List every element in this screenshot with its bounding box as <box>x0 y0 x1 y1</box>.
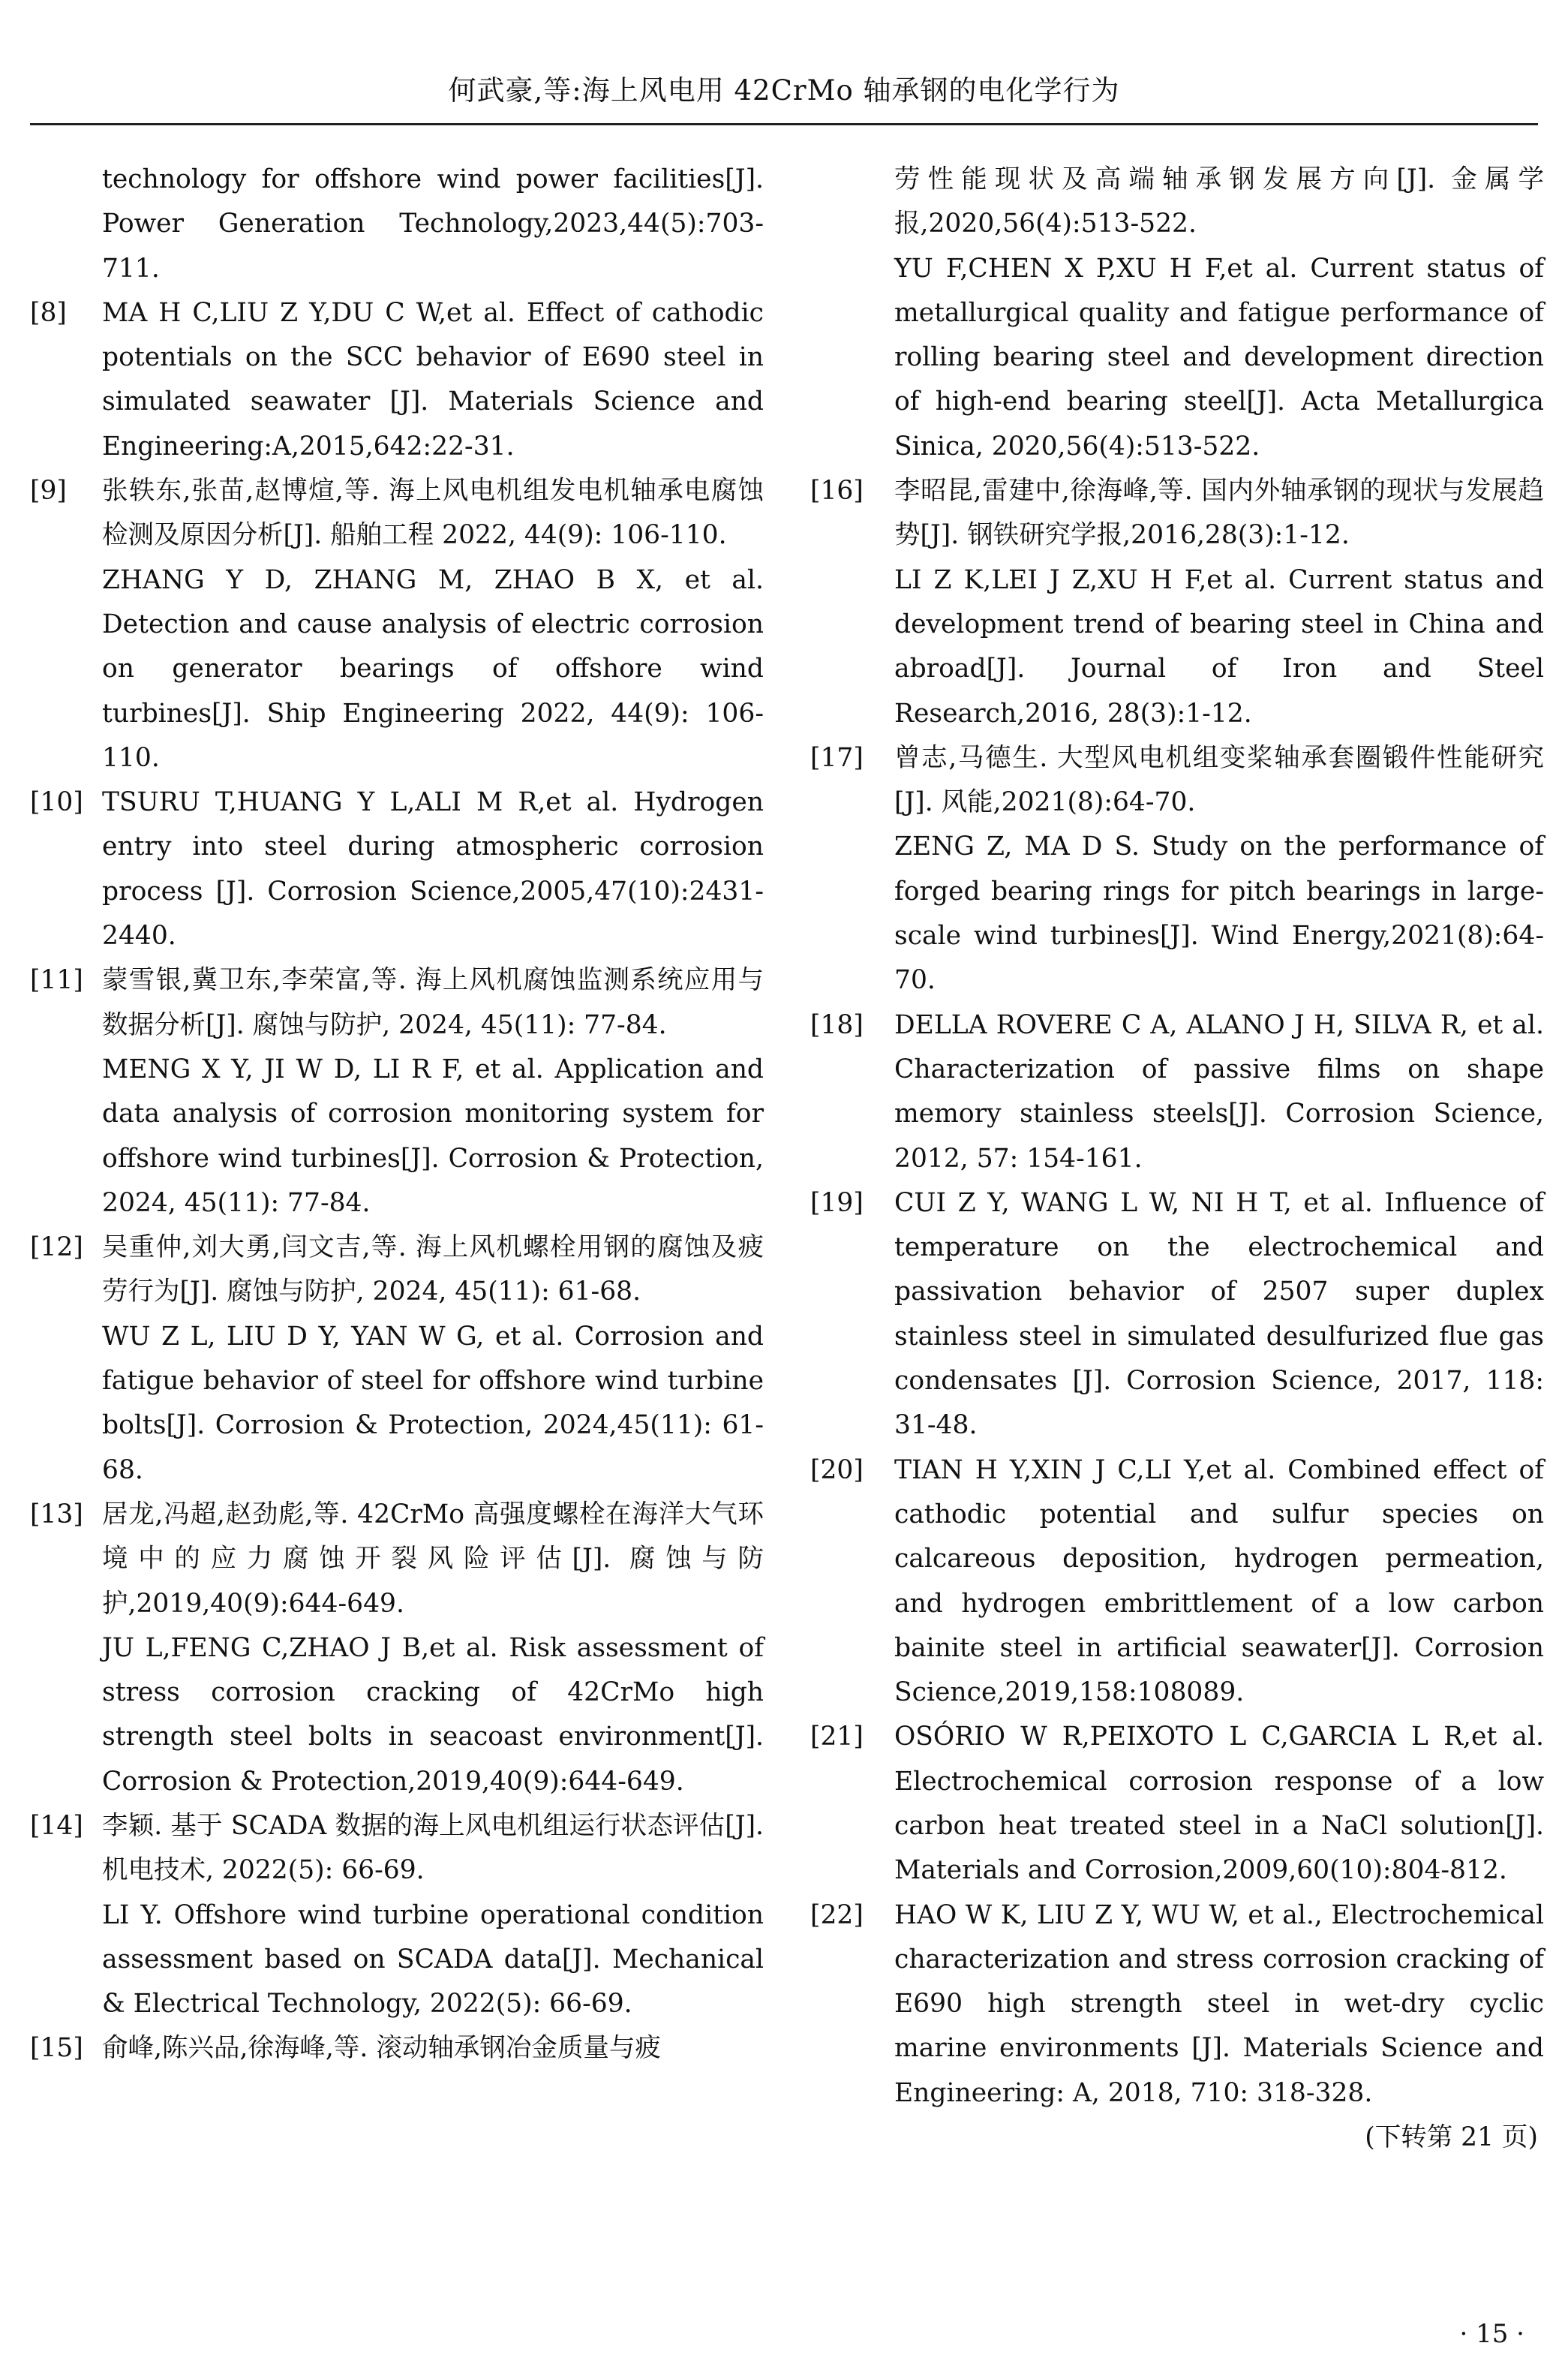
reference-text: 李昭昆,雷建中,徐海峰,等. 国内外轴承钢的现状与发展趋势[J]. 钢铁研究学报,2016,28(3):1-12. <box>894 476 1544 551</box>
reference-body <box>102 1226 764 1493</box>
reference-body <box>102 1804 764 2026</box>
reference-number: [21] <box>810 1722 864 1752</box>
reference-number: [10] <box>30 787 83 818</box>
reference-text: 吴重仲,刘大勇,闫文吉,等. 海上风机螺栓用钢的腐蚀及疲劳行为[J]. 腐蚀与防护, 2024, 45(11): 61-68. <box>102 1232 764 1307</box>
reference-entry <box>810 1181 1544 1448</box>
reference-text: JU L,FENG C,ZHAO J B,et al. Risk assessment of stress corrosion cracking of 42CrMo high strength steel bolts in seacoast environment[J]. Corrosion & Protection,2019,40(9):644-649. <box>102 1632 764 1797</box>
running-header <box>30 59 1538 125</box>
header-title: 何武豪,等:海上风电用 42CrMo 轴承钢的电化学行为 <box>448 74 1120 107</box>
reference-body <box>102 469 764 780</box>
reference-body <box>894 1181 1544 1448</box>
reference-text: TIAN H Y,XIN J C,LI Y,et al. Combined effect of cathodic potential and sulfur species on calcareous deposition, hydrogen permeation, and hydrogen embrittlement of a low carbon bainite steel in artificial seawater[J]. Corrosion Science,2019,158:108089. <box>894 1454 1544 1708</box>
reference-entry <box>810 1448 1544 1716</box>
reference-text: YU F,CHEN X P,XU H F,et al. Current status of metallurgical quality and fatigue performance of rolling bearing steel and development direction of high-end bearing steel[J]. Acta Metallurgica Sinica, 2020,56(4):513-522. <box>894 253 1544 462</box>
reference-entry <box>810 1893 1544 2116</box>
reference-entry <box>30 1493 764 1804</box>
continued-note: (下转第 21 页) <box>1365 2122 1538 2153</box>
reference-number: [13] <box>30 1499 83 1529</box>
reference-number: [8] <box>30 297 67 328</box>
reference-entry <box>30 958 764 1226</box>
reference-entry <box>30 158 764 291</box>
reference-body <box>894 469 1544 736</box>
reference-text: technology for offshore wind power facilities[J]. Power Generation Technology,2023,44(5):703-711. <box>102 164 764 284</box>
reference-entry <box>30 291 764 469</box>
reference-number: [16] <box>810 476 864 507</box>
reference-text: DELLA ROVERE C A, ALANO J H, SILVA R, et al. Characterization of passive films on shape memory stainless steels[J]. Corrosion Science, 2012, 57: 154-161. <box>894 1009 1544 1174</box>
reference-body <box>102 1493 764 1804</box>
reference-entry <box>810 1715 1544 1893</box>
reference-entry <box>30 1804 764 2026</box>
reference-text: 曾志,马德生. 大型风电机组变桨轴承套圈锻件性能研究[J]. 风能,2021(8):64-70. <box>894 742 1544 818</box>
reference-entry <box>810 158 1544 469</box>
reference-number <box>810 158 894 469</box>
reference-entry <box>810 469 1544 736</box>
reference-body <box>102 158 764 291</box>
reference-text: OSÓRIO W R,PEIXOTO L C,GARCIA L R,et al. Electrochemical corrosion response of a low carbon heat treated steel in a NaCl solution[J]. Materials and Corrosion,2009,60(10):804-812. <box>894 1722 1544 1886</box>
reference-entry <box>810 736 1544 1003</box>
reference-text: 张轶东,张苗,赵博煊,等. 海上风电机组发电机轴承电腐蚀检测及原因分析[J]. 船舶工程 2022, 44(9): 106-110. <box>102 476 764 551</box>
reference-body <box>894 1448 1544 1716</box>
reference-entry <box>30 780 764 958</box>
reference-number: [14] <box>30 1810 83 1841</box>
reference-entry <box>30 1226 764 1493</box>
reference-text: LI Y. Offshore wind turbine operational condition assessment based on SCADA data[J]. Mechanical & Electrical Technology, 2022(5): 66-69. <box>102 1899 764 2020</box>
reference-text: 俞峰,陈兴品,徐海峰,等. 滚动轴承钢冶金质量与疲 <box>102 2033 661 2064</box>
reference-number: [11] <box>30 965 83 996</box>
reference-text: WU Z L, LIU D Y, YAN W G, et al. Corrosion and fatigue behavior of steel for offshore wind turbine bolts[J]. Corrosion & Protection, 2024,45(11): 61-68. <box>102 1321 764 1485</box>
reference-text: MENG X Y, JI W D, LI R F, et al. Application and data analysis of corrosion monitoring system for offshore wind turbines[J]. Corrosion & Protection, 2024, 45(11): 77-84. <box>102 1054 764 1218</box>
reference-entry <box>30 2026 764 2071</box>
reference-number <box>30 158 102 291</box>
reference-entry <box>810 1003 1544 1181</box>
reference-body <box>894 1003 1544 1181</box>
reference-number: [22] <box>810 1899 864 1930</box>
reference-text: ZENG Z, MA D S. Study on the performance of forged bearing rings for pitch bearings in large-scale wind turbines[J]. Wind Energy,2021(8):64-70. <box>894 832 1544 996</box>
reference-text: LI Z K,LEI J Z,XU H F,et al. Current status and development trend of bearing steel in China and abroad[J]. Journal of Iron and Steel Research,2016, 28(3):1-12. <box>894 564 1544 729</box>
reference-text: MA H C,LIU Z Y,DU C W,et al. Effect of cathodic potentials on the SCC behavior of E690 steel in simulated seawater [J]. Materials Science and Engineering:A,2015,642:22-31. <box>102 297 764 462</box>
reference-text: CUI Z Y, WANG L W, NI H T, et al. Influence of temperature on the electrochemical and passivation behavior of 2507 super duplex stainless steel in simulated desulfurized flue gas condensates [J]. Corrosion Science, 2017, 118: 31-48. <box>894 1187 1544 1441</box>
reference-text: ZHANG Y D, ZHANG M, ZHAO B X, et al. Detection and cause analysis of electric corrosion on generator bearings of offshore wind turbines[J]. Ship Engineering 2022, 44(9): 106-110. <box>102 564 764 773</box>
reference-number: [19] <box>810 1187 864 1218</box>
reference-body <box>102 958 764 1226</box>
reference-body <box>894 158 1544 469</box>
reference-number: [20] <box>810 1454 864 1485</box>
left-column <box>30 158 764 2071</box>
reference-body <box>102 291 764 469</box>
reference-number: [18] <box>810 1009 864 1040</box>
page-number: · 15 · <box>1459 2319 1524 2349</box>
reference-body <box>102 2026 764 2071</box>
reference-body <box>894 1893 1544 2116</box>
reference-number: [12] <box>30 1232 83 1263</box>
right-column <box>810 158 1544 2160</box>
reference-number: [17] <box>810 742 864 773</box>
reference-number: [15] <box>30 2033 83 2064</box>
reference-text: 居龙,冯超,赵劲彪,等. 42CrMo 高强度螺栓在海洋大气环境中的应力腐蚀开裂风险评估[J]. 腐蚀与防护,2019,40(9):644-649. <box>102 1499 764 1619</box>
reference-text: TSURU T,HUANG Y L,ALI M R,et al. Hydrogen entry into steel during atmospheric corrosion process [J]. Corrosion Science,2005,47(10):2431-2440. <box>102 787 764 952</box>
reference-text: 劳性能现状及高端轴承钢发展方向[J]. 金属学报,2020,56(4):513-522. <box>894 164 1544 239</box>
reference-text: 李颖. 基于 SCADA 数据的海上风电机组运行状态评估[J]. 机电技术, 2022(5): 66-69. <box>102 1810 764 1886</box>
reference-text: 蒙雪银,冀卫东,李荣富,等. 海上风机腐蚀监测系统应用与数据分析[J]. 腐蚀与防护, 2024, 45(11): 77-84. <box>102 965 764 1040</box>
reference-body <box>102 780 764 958</box>
reference-number: [9] <box>30 476 67 507</box>
reference-body <box>894 736 1544 1003</box>
reference-entry <box>30 469 764 780</box>
reference-text: HAO W K, LIU Z Y, WU W, et al., Electrochemical characterization and stress corrosion cracking of E690 high strength steel in wet-dry cyclic marine environments [J]. Materials Science and Engineering: A, 2018, 710: 318-328. <box>894 1899 1544 2108</box>
reference-body <box>894 1715 1544 1893</box>
